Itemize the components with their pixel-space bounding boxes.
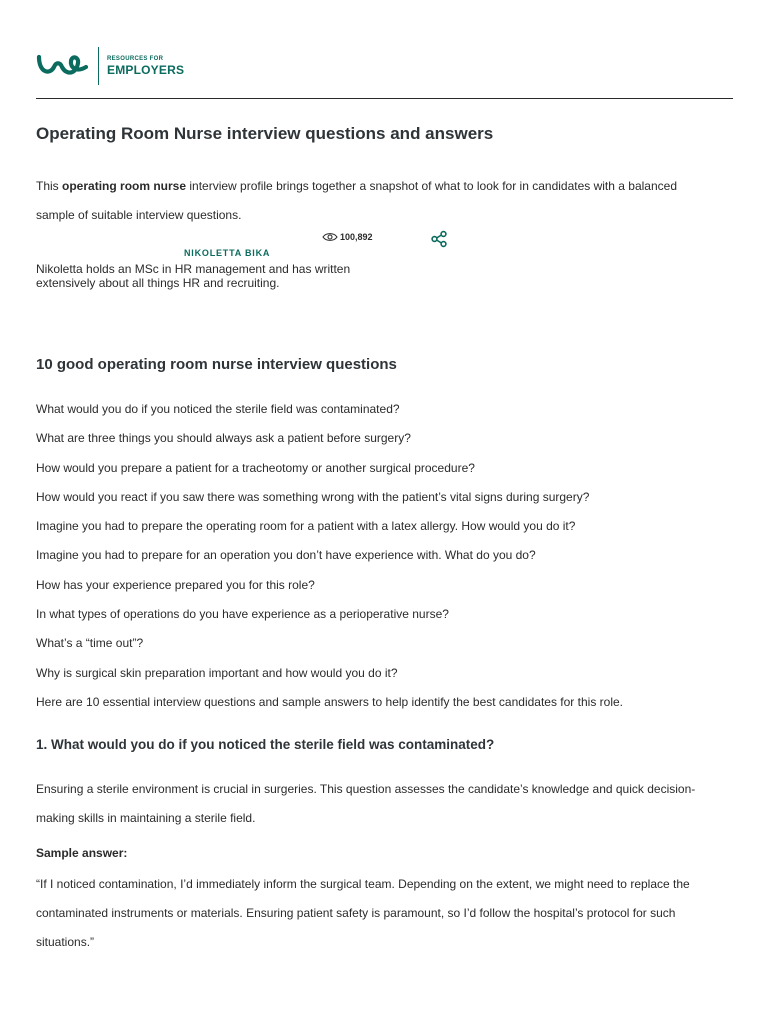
site-header <box>36 46 184 86</box>
intro-keyword: operating room nurse <box>62 179 187 193</box>
author-name[interactable]: NIKOLETTA BIKA <box>184 248 271 258</box>
logo-subtitle: RESOURCES FOR <box>107 56 164 62</box>
sample-answer-text: “If I noticed contamination, I’d immediately inform the surgical team. Depending on the extent, we might need to replace the contaminated instruments or materials. Ensuring patient safety is paramount, so I’d follow the hospital’s protocol for such situations.” <box>36 877 690 949</box>
question-item: Imagine you had to prepare the operating room for a patient with a latex allergy. How would you do it? <box>36 519 576 534</box>
question-1-explanation: Ensuring a sterile environment is crucial in surgeries. This question assesses the candidate’s knowledge and quick decision-making skills in maintaining a sterile field. <box>36 782 696 825</box>
intro-paragraph <box>36 172 716 230</box>
question-1-heading: 1. What would you do if you noticed the sterile field was contaminated? <box>36 737 495 752</box>
questions-summary: Here are 10 essential interview questions and sample answers to help identify the best candidates for this role. <box>36 694 623 709</box>
question-item: How has your experience prepared you for this role? <box>36 577 315 592</box>
workable-logo-icon[interactable] <box>36 49 90 83</box>
question-item: How would you prepare a patient for a tracheotomy or another surgical procedure? <box>36 460 475 475</box>
question-item: What are three things you should always ask a patient before surgery? <box>36 431 411 446</box>
share-icon[interactable] <box>430 230 448 248</box>
view-count-value: 100,892 <box>340 232 373 242</box>
header-divider <box>36 98 733 99</box>
question-item: How would you react if you saw there was something wrong with the patient’s vital signs during surgery? <box>36 489 590 504</box>
question-item: What would you do if you noticed the sterile field was contaminated? <box>36 402 400 416</box>
logo-title: EMPLOYERS <box>107 63 185 77</box>
question-item: Imagine you had to prepare for an operation you don’t have experience with. What do you do? <box>36 548 536 563</box>
question-item: Why is surgical skin preparation important and how would you do it? <box>36 665 398 680</box>
author-bio: Nikoletta holds an MSc in HR management and has written extensively about all things HR and recruiting. <box>36 262 351 290</box>
logo-divider <box>98 47 99 85</box>
intro-prefix: This <box>36 179 63 193</box>
question-item: In what types of operations do you have experience as a perioperative nurse? <box>36 607 449 622</box>
page-title: Operating Room Nurse interview questions and answers <box>36 124 494 143</box>
logo-text[interactable] <box>107 55 184 77</box>
intro-suffix: interview profile brings together a snapshot of what to look for in candidates with a balanced sample of suitable interview questions. <box>36 179 677 222</box>
view-count <box>322 232 373 242</box>
questions-heading: 10 good operating room nurse interview questions <box>36 356 397 373</box>
question-item: What’s a “time out”? <box>36 636 144 651</box>
questions-list <box>36 396 736 718</box>
sample-answer-label: Sample answer: <box>36 846 128 860</box>
eye-icon <box>322 232 338 242</box>
